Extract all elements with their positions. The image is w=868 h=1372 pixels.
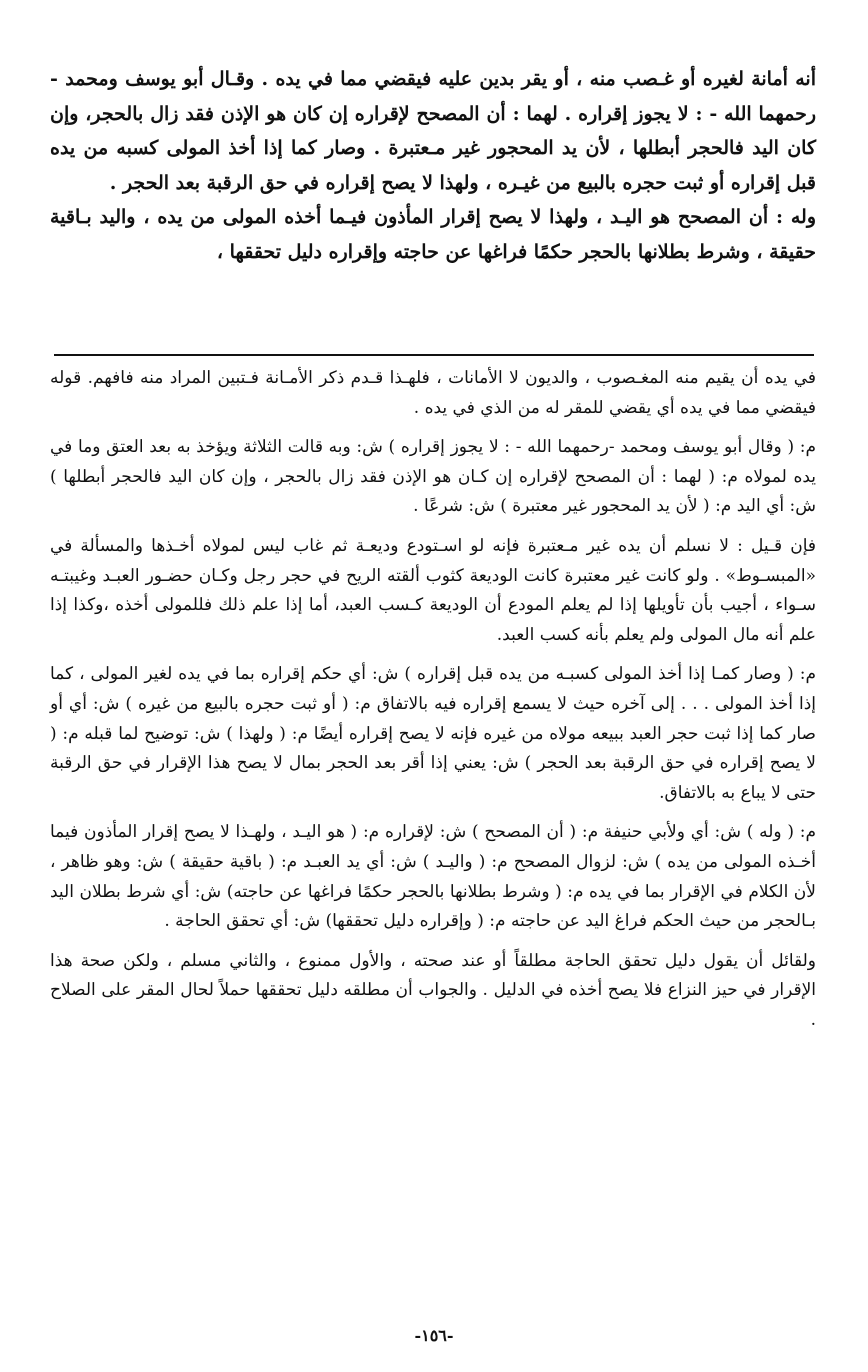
page-number: -١٥٦- (414, 1326, 454, 1345)
commentary-block (50, 364, 816, 1045)
commentary-paragraph-4: م: ( وصار كمـا إذا أخذ المولى كسبـه من يده قبل إقراره ) ش: أي حكم إقراره بما في يده لغير المولى ، كما إذا أخذ المولى . . . إلى آخره حيث لا يسمع إقراره فيه بالاتفاق م: ( أو ثبت حجره بالبيع من غيره ) ش: أي أو صار كما إذا ثبت حجر العبد ببيعه مولاه من غيره فإنه لا يصح إقراره أيضًا م: ( ولهذا ) ش: توضيح لما قبله م: ( لا يصح إقراره في حق الرقبة بعد الحجر ) ش: يعني إذا أقر بعد الحجر بمال لا يصح هذا الإقرار في حق الرقبة حتى لا يباع به بالاتفاق. (50, 664, 816, 803)
footnote-divider (54, 354, 814, 356)
commentary-paragraph-1: في يده أن يقيم منه المغـصوب ، والديون لا الأمانات ، فلهـذا قـدم ذكر الأمـانة فـتبين المراد منه فافهم. قوله فيقضي مما في يده أي يقضي للمقر له من الذي في يده . (50, 368, 816, 418)
main-paragraph-1: أنه أمانة لغيره أو غـصب منه ، أو يقر بدين عليه فيقضي مما في يده . وقـال أبو يوسف ومحمد - رحمهما الله - : لا يجوز إقراره . لهما : أن المصحح لإقراره إن كان هو الإذن فقد زال بالحجر، وإن كان اليد فالحجر أبطلها ، لأن يد المحجور غير مـعتبرة . وصار كما إذا أخذ المولى كسبه من يده قبل إقراره أو ثبت حجره بالبيع من غيـره ، ولهذا لا يصح إقراره في حق الرقبة بعد الحجر . (50, 68, 816, 194)
main-paragraph-2: وله : أن المصحح هو اليـد ، ولهذا لا يصح إقرار المأذون فيـما أخذه المولى من يده ، واليد بـاقية حقيقة ، وشرط بطلانها بالحجر حكمًا فراغها عن حاجته وإقراره دليل تحققها ، (50, 206, 816, 263)
commentary-paragraph-6: ولقائل أن يقول دليل تحقق الحاجة مطلقاً أو عند صحته ، والأول ممنوع ، والثاني مسلم ، ولكن صحة هذا الإقرار في حيز النزاع فلا يصح أخذه في الدليل . والجواب أن مطلقه دليل تحققها حملاً لحال المقر على الصلاح . (50, 950, 816, 1030)
main-text-block (50, 62, 816, 269)
commentary-paragraph-5: م: ( وله ) ش: أي ولأبي حنيفة م: ( أن المصحح ) ش: لإقراره م: ( هو اليـد ، ولهـذا لا يصح إقرار المأذون فيما أخـذه المولى من يده ) ش: لزوال المصحح م: ( واليـد ) ش: أي يد العبـد م: ( باقية حقيقة ) ش: وهو ظاهر ، لأن الكلام في الإقرار بما في يده م: ( وشرط بطلانها بالحجر حكمًا فراغها عن حاجته) ش: أي شرط بطلان اليد بـالحجر من حيث الحكم فراغ اليد عن حاجته م: ( وإقراره دليل تحققها) ش: أي تحقق الحاجة . (50, 822, 816, 932)
commentary-paragraph-2: م: ( وقال أبو يوسف ومحمد -رحمهما الله - : لا يجوز إقراره ) ش: وبه قالت الثلاثة ويؤخذ به بعد العتق وما في يده لمولاه م: ( لهما : أن المصحح لإقراره إن كـان هو الإذن فقد زال بالحجر ، وإن كان اليد فالحجر أبطلها ) ش: أي اليد م: ( لأن يد المحجور غير معتبرة ) ش: شرعًا . (50, 437, 816, 517)
commentary-paragraph-3: فإن قـيل : لا نسلم أن يده غير مـعتبرة فإنه لو اسـتودع وديعـة ثم غاب ليس لمولاه أخـذها والمسألة في «المبسـوط» . ولو كانت غير معتبرة كانت الوديعة كثوب ألقته الريح في حجر رجل وكـان حضـور العبـد وغيبتـه سـواء ، أجيب بأن تأويلها إذا لم يعلم المودع أن الوديعة كـسب العبد، أما إذا علم ذلك فللمولى أخذه ،وكذا إذا علم أنه مال المولى ولم يعلم بأنه كسب العبد. (50, 535, 816, 645)
